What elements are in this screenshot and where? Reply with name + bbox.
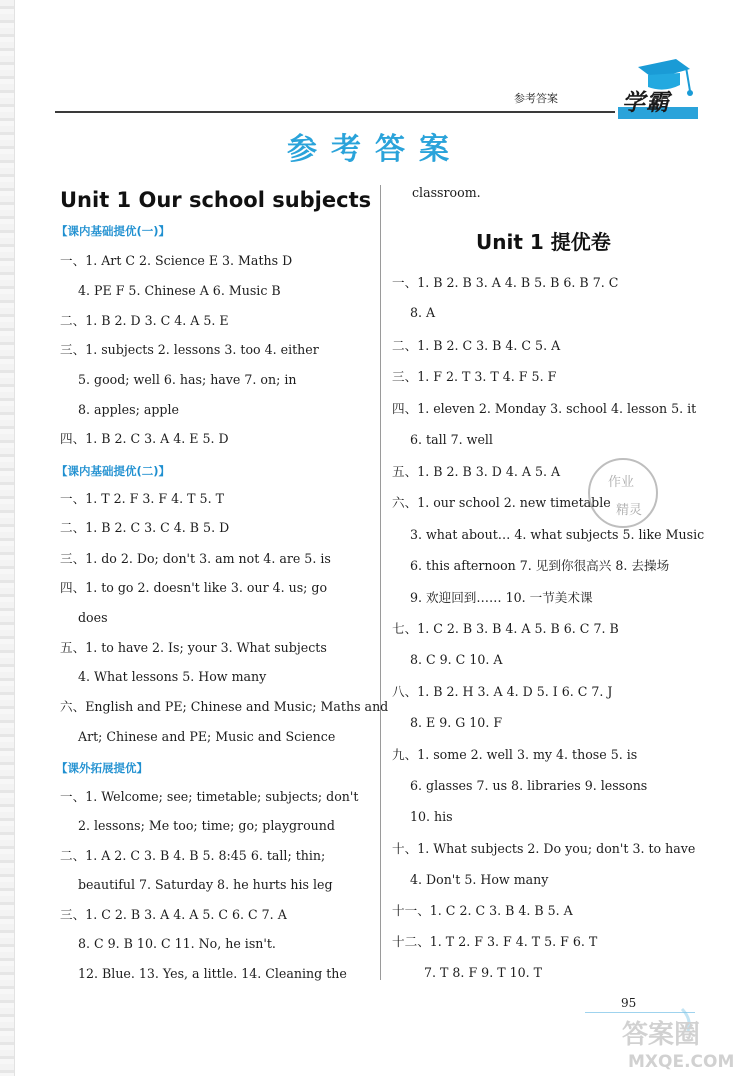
answer-line: 一、1. T 2. F 3. F 4. T 5. T xyxy=(60,491,224,506)
answer-line: 8. C 9. C 10. A xyxy=(410,652,503,667)
answer-line: 四、1. to go 2. doesn't like 3. our 4. us; go xyxy=(60,580,328,595)
answer-line: 3. what about… 4. what subjects 5. like Music xyxy=(410,527,705,542)
answer-line: 九、1. some 2. well 3. my 4. those 5. is xyxy=(392,747,638,762)
answer-line: 8. C 9. B 10. C 11. No, he isn't. xyxy=(78,936,276,951)
answer-line: 8. A xyxy=(410,305,436,320)
answer-line: 2. lessons; Me too; time; go; playground xyxy=(78,818,335,833)
section-tag: 【课外拓展提优】 xyxy=(56,761,148,775)
answer-line: 三、1. do 2. Do; don't 3. am not 4. are 5. is xyxy=(60,551,331,566)
answer-line: 六、English and PE; Chinese and Music; Maths and xyxy=(60,699,389,714)
answer-line: 4. What lessons 5. How many xyxy=(78,669,267,684)
watermark-bottom-text: MXQE.COM xyxy=(628,1052,735,1072)
answer-line: 一、1. Art C 2. Science E 3. Maths D xyxy=(60,253,293,268)
section-tag: 【课内基础提优(一)】 xyxy=(56,224,171,238)
answer-line: 十一、1. C 2. C 3. B 4. B 5. A xyxy=(392,903,573,918)
answer-line: 6. this afternoon 7. 见到你很高兴 8. 去操场 xyxy=(410,558,670,573)
answer-line: 二、1. A 2. C 3. B 4. B 5. 8:45 6. tall; thin; xyxy=(60,848,326,863)
header-section-label: 参考答案 xyxy=(514,92,558,105)
answer-line: 四、1. eleven 2. Monday 3. school 4. lesson 5. it xyxy=(392,401,697,416)
answer-line: 5. good; well 6. has; have 7. on; in xyxy=(78,372,297,387)
answer-line: 4. Don't 5. How many xyxy=(410,872,549,887)
answer-line: 七、1. C 2. B 3. B 4. A 5. B 6. C 7. B xyxy=(392,621,619,636)
answer-line: 十二、1. T 2. F 3. F 4. T 5. F 6. T xyxy=(392,934,598,949)
answer-line: 二、1. B 2. C 3. C 4. B 5. D xyxy=(60,520,230,535)
answer-line: 6. glasses 7. us 8. libraries 9. lessons xyxy=(410,778,648,793)
corner-watermark xyxy=(612,1005,742,1073)
answer-line: 7. T 8. F 9. T 10. T xyxy=(424,965,543,980)
answer-line: 四、1. B 2. C 3. A 4. E 5. D xyxy=(60,431,229,446)
answer-line: beautiful 7. Saturday 8. he hurts his leg xyxy=(78,877,333,892)
section-tag: 【课内基础提优(二)】 xyxy=(56,464,171,478)
column-divider xyxy=(380,185,381,980)
answer-line: 五、1. B 2. B 3. D 4. A 5. A xyxy=(392,464,561,479)
answer-line: 三、1. subjects 2. lessons 3. too 4. either xyxy=(60,342,319,357)
answer-line: 一、1. B 2. B 3. A 4. B 5. B 6. B 7. C xyxy=(392,275,619,290)
answer-line: 二、1. B 2. D 3. C 4. A 5. E xyxy=(60,313,229,328)
stamp-watermark xyxy=(586,456,660,530)
page-number: 95 xyxy=(621,996,637,1010)
stamp-text-bottom: 精灵 xyxy=(616,503,643,518)
answer-line: 10. his xyxy=(410,809,453,824)
answer-line: 二、1. B 2. C 3. B 4. C 5. A xyxy=(392,338,561,353)
answer-line: 三、1. C 2. B 3. A 4. A 5. C 6. C 7. A xyxy=(60,907,287,922)
watermark-top-text: 答案圈 xyxy=(622,1020,701,1050)
answer-line: 8. E 9. G 10. F xyxy=(410,715,503,730)
answer-line: 六、1. our school 2. new timetable xyxy=(392,495,611,510)
answer-line: 9. 欢迎回到…… 10. 一节美术课 xyxy=(410,590,593,605)
stamp-text-top: 作业 xyxy=(608,475,635,490)
left-unit-title: Unit 1 Our school subjects xyxy=(60,188,372,212)
answer-line: 12. Blue. 13. Yes, a little. 14. Cleaning the xyxy=(78,966,347,981)
answer-line: 五、1. to have 2. Is; your 3. What subjects xyxy=(60,640,327,655)
continuation-line: classroom. xyxy=(412,185,481,200)
answer-line: 6. tall 7. well xyxy=(410,432,493,447)
answer-line: does xyxy=(78,610,108,625)
brand-name: 学霸 xyxy=(622,90,670,116)
answer-line: 十、1. What subjects 2. Do you; don't 3. to have xyxy=(392,841,696,856)
answer-line: Art; Chinese and PE; Music and Science xyxy=(78,729,336,744)
answer-line: 八、1. B 2. H 3. A 4. D 5. I 6. C 7. J xyxy=(392,684,613,699)
right-unit-title: Unit 1 提优卷 xyxy=(476,230,611,254)
page-title: 参考答案 xyxy=(287,132,463,167)
answer-line: 一、1. Welcome; see; timetable; subjects; don't xyxy=(60,789,359,804)
answer-line: 三、1. F 2. T 3. T 4. F 5. F xyxy=(392,369,557,384)
answer-line: 4. PE F 5. Chinese A 6. Music B xyxy=(78,283,281,298)
answer-line: 8. apples; apple xyxy=(78,402,179,417)
header-rule xyxy=(55,111,615,113)
